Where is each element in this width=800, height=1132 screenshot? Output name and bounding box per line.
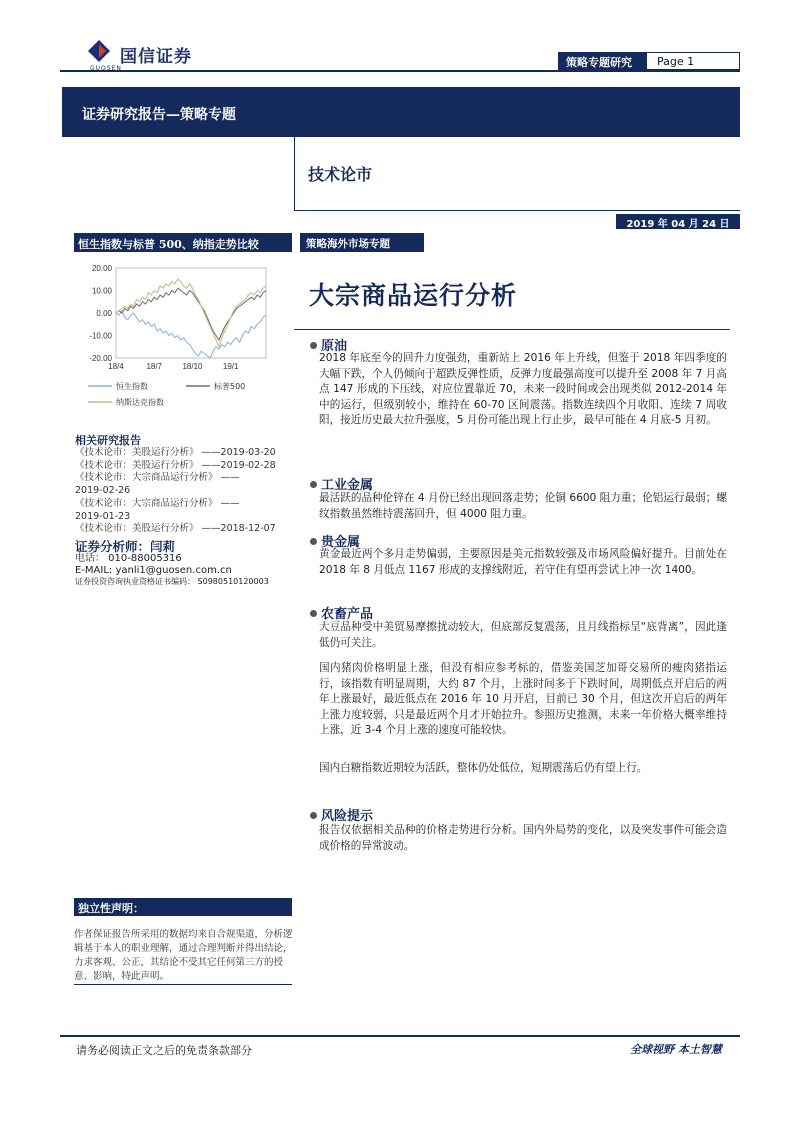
section-title-agriculture: 农畜产品 (310, 603, 373, 622)
related-report-item[interactable]: 《技术论市：美股运行分析》 ——2018-12-07 (75, 523, 276, 535)
related-report-item[interactable]: 《技术论市：美股运行分析》 ——2019-02-28 (75, 459, 276, 471)
section-text-crude-oil: 2018 年底至今的回升力度强劲，重新站上 2016 年上升线，但鉴于 2018 年四季度的大幅下跌，个人仍倾向于超跌反弹性质，反弹力度最强高度可以提升至 2008 年 7 月高点 147 形成的下压线，对应位置靠近 70，未来一段时间或会出现类似 2012-2014 年中的运行，但级别较小，维持在 60-70 区间震荡。指数连续四个月收阳、连续 7 周收阳，接近历史最大拉升强度，5 月份可能出现上行止步，最早可能在 4 月底-5 月初。 (319, 352, 727, 427)
related-reports-list (75, 447, 295, 536)
x-tick-label: 18/10 (182, 362, 203, 371)
related-report-item[interactable]: 2019-02-26 (75, 485, 131, 497)
footer-disclaimer: 请务必阅读正文之后的免责条款部分 (76, 1044, 252, 1057)
analyst-license: 证券投资咨询执业资格证书编码： S0980510120003 (75, 577, 269, 586)
analyst-email[interactable]: E-MAIL: yanli1@guosen.com.cn (75, 564, 232, 576)
y-tick-label: 10.00 (91, 286, 112, 296)
section-text-precious-metals: 黄金最近两个多月走势偏弱，主要原因是美元指数较强及市场风险偏好提升。目前处在 2018 年 8 月低点 1167 形成的支撑线附近，若守住有望再尝试上冲一次 1400。 (319, 548, 727, 576)
x-tick-label: 18/4 (108, 362, 124, 371)
chart-title: 恒生指数与标普 500、纳指走势比较 (74, 233, 292, 252)
related-report-item[interactable]: 《技术论市：大宗商品运行分析》 —— (75, 497, 240, 509)
section-title-crude-oil: 原油 (310, 335, 347, 354)
section-title-precious-metals: 贵金属 (310, 531, 360, 550)
report-subject: 技术论市 (308, 165, 373, 184)
logo-subtext: GUOSEN (90, 65, 122, 72)
analyst-phone: 电话： 010-88005316 (75, 553, 182, 564)
series-line (116, 311, 266, 358)
section-text-agriculture-2: 国内猪肉价格明显上涨，但没有相应参考标的，借鉴美国芝加哥交易所的瘦肉猪指运行，该指数有明显周期，大约 87 个月，上涨时间多于下跌时间，周期低点开启后的两年上涨最好，最近低点在 2016 年 10 月开启，目前已 30 个月，但这次开启后的两年上涨力度较弱，只是最近两个月才开始拉升。参照历史推测，未来一年价格大概率维持上涨，近 3-4 个月上涨的速度可能较快。 (319, 662, 727, 737)
company-logo (88, 40, 208, 74)
y-tick-label: 20.00 (91, 264, 112, 273)
header-divider (60, 70, 740, 72)
independence-divider (74, 984, 292, 985)
analyst-name: 证券分析师：闫莉 (75, 539, 176, 554)
subject-divider (294, 210, 740, 211)
title-divider (294, 329, 730, 330)
bullet-icon (310, 538, 317, 545)
independence-text: 作者保证报告所采用的数据均来自合规渠道，分析逻辑基于本人的职业理解，通过合理判断并得出结论，力求客观、公正，其结论不受其它任何第三方的授意、影响，特此声明。 (74, 929, 293, 982)
logo-mark-icon (88, 40, 110, 62)
related-reports-title: 相关研究报告 (75, 434, 141, 447)
series-line (116, 279, 266, 347)
section-text-risk: 报告仅依据相关品种的价格走势进行分析。国内外局势的变化，以及突发事件可能会造成价格的异常波动。 (319, 824, 727, 852)
bullet-icon (310, 812, 317, 819)
report-date: 2019 年 04 月 24 日 (616, 214, 740, 229)
y-tick-label: -10.00 (89, 331, 112, 341)
legend-label: 纳斯达克指数 (116, 398, 164, 407)
related-report-item[interactable]: 《技术论市：大宗商品运行分析》 —— (75, 472, 240, 484)
logo-text: 国信证券 (120, 47, 192, 67)
analyst-contact (75, 553, 269, 588)
footer-divider (60, 1035, 740, 1037)
footer-slogan: 全球视野 本土智慧 (630, 1043, 722, 1056)
y-tick-label: -20.00 (89, 354, 112, 363)
vertical-divider (294, 137, 295, 210)
page-number: Page 1 (646, 52, 740, 70)
section-title-risk: 风险提示 (310, 805, 373, 824)
legend-label: 标普500 (214, 382, 246, 391)
x-tick-label: 19/1 (222, 362, 239, 371)
topic-tag: 策略海外市场专题 (300, 233, 424, 252)
x-tick-label: 18/7 (146, 362, 163, 371)
section-text-industrial-metals: 最活跃的品种伦锌在 4 月份已经出现回落走势；伦铜 6600 阻力重；伦铝运行最弱；螺纹指数虽然维持震荡回升，但 4000 阻力重。 (319, 492, 727, 520)
section-title-industrial-metals: 工业金属 (310, 474, 373, 493)
related-report-item[interactable]: 2019-01-23 (75, 510, 131, 522)
plot-frame (116, 268, 266, 358)
main-title: 大宗商品运行分析 (309, 281, 518, 310)
bullet-icon (310, 342, 317, 349)
series-line (116, 288, 266, 340)
legend-label: 恒生指数 (116, 382, 148, 391)
index-comparison-chart (74, 258, 294, 418)
report-type-title: 证券研究报告—策略专题 (82, 107, 236, 123)
bullet-icon (310, 481, 317, 488)
related-report-item[interactable]: 《技术论市：美股运行分析》 ——2019-03-20 (75, 447, 276, 458)
bullet-icon (310, 610, 317, 617)
y-tick-label: 0.00 (96, 309, 112, 318)
section-text-agriculture-1: 大豆品种受中美贸易摩擦扰动较大，但底部反复震荡，且月线指标呈“底背离”，因此逢低仍可关注。 (319, 621, 727, 649)
independence-title: 独立性声明： (74, 898, 292, 916)
section-text-agriculture-3: 国内白糖指数近期较为活跃，整体仍处低位，短期震荡后仍有望上行。 (319, 762, 648, 774)
header-tag: 策略专题研究 (558, 52, 646, 70)
